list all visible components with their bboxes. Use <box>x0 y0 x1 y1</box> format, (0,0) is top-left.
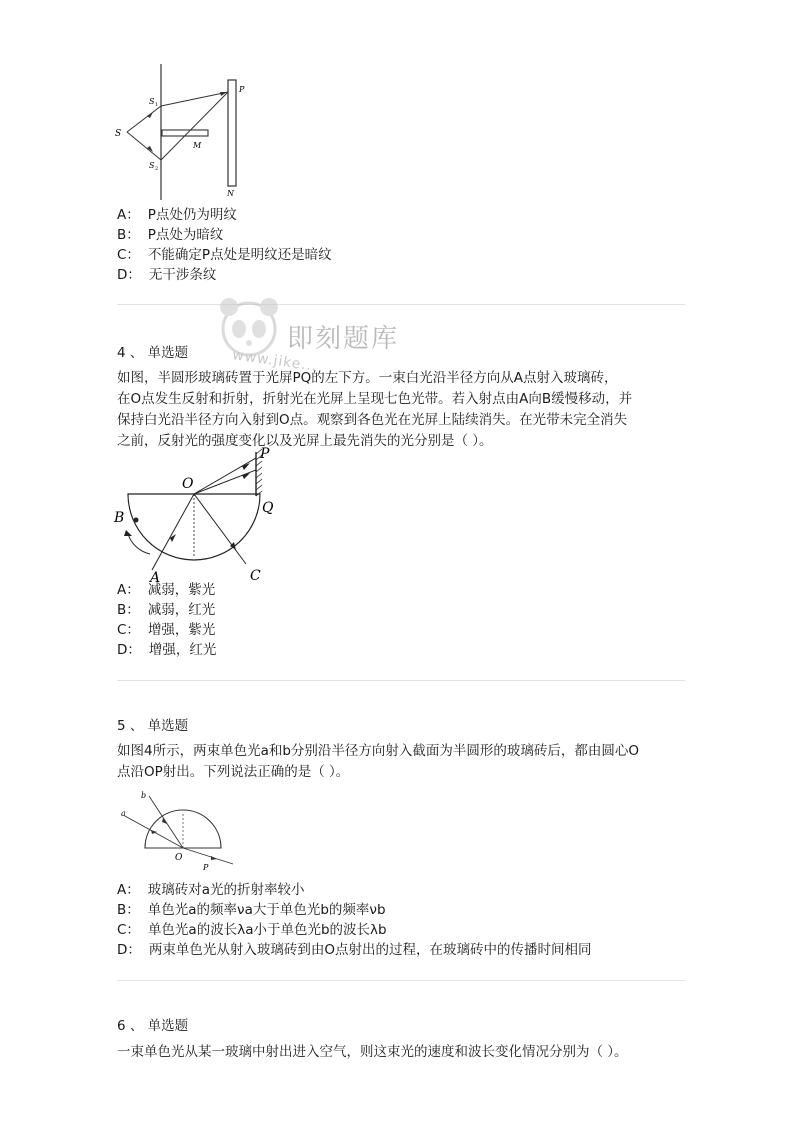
svg-text:1: 1 <box>155 102 159 108</box>
double-slit-figure <box>113 62 253 202</box>
two-beam-figure <box>113 786 238 881</box>
svg-text:N: N <box>227 189 234 198</box>
q4-option-d[interactable]: D： 增强，红光 <box>117 642 217 658</box>
svg-text:O: O <box>175 853 183 863</box>
svg-text:a: a <box>121 809 126 818</box>
semicircle-glass-figure <box>110 446 290 584</box>
q5-text-line: 点沿OP射出。下列说法正确的是（ ）。 <box>117 764 350 780</box>
q5-option-d[interactable]: D： 两束单色光从射入玻璃砖到由O点射出的过程，在玻璃砖中的传播时间相同 <box>117 942 592 958</box>
q4-text-line: 如图，半圆形玻璃砖置于光屏PQ的左下方。一束白光沿半径方向从A点射入玻璃砖， <box>117 370 618 386</box>
q5-header: 5 、 单选题 <box>117 718 189 734</box>
divider <box>117 680 685 681</box>
svg-text:P: P <box>260 446 270 462</box>
svg-text:P: P <box>239 85 245 94</box>
q6-text-line: 一束单色光从某一玻璃中射出进入空气，则这束光的速度和波长变化情况分别为（ ）。 <box>117 1044 628 1060</box>
q4-option-c[interactable]: C： 增强，紫光 <box>117 622 216 638</box>
svg-text:C: C <box>250 568 261 584</box>
q5-option-c[interactable]: C： 单色光a的波长λa小于单色光b的波长λb <box>117 922 387 938</box>
q5-text-line: 如图4所示，两束单色光a和b分别沿半径方向射入截面为半圆形的玻璃砖后，都由圆心O <box>117 743 640 759</box>
q4-text-line: 保持白光沿半径方向入射到O点。观察到各色光在光屏上陆续消失。在光带未完全消失 <box>117 412 628 428</box>
watermark-url: www.jike... <box>231 347 319 375</box>
q4-text-line: 之前，反射光的强度变化以及光屏上最先消失的光分别是（ ）。 <box>117 433 493 449</box>
svg-text:B: B <box>114 510 125 526</box>
q3-option-a[interactable]: A： P点处仍为明纹 <box>117 207 237 223</box>
q4-header: 4 、 单选题 <box>117 345 189 361</box>
q5-option-b[interactable]: B： 单色光a的频率νa大于单色光b的频率νb <box>117 902 386 918</box>
q3-option-b[interactable]: B： P点处为暗纹 <box>117 227 224 243</box>
watermark-brand: 即刻题库 <box>287 324 400 354</box>
svg-text:2: 2 <box>155 166 159 172</box>
q4-option-b[interactable]: B： 减弱，红光 <box>117 602 216 618</box>
svg-text:M: M <box>193 141 202 150</box>
svg-text:A: A <box>150 570 161 584</box>
svg-text:S: S <box>149 161 155 170</box>
svg-text:P: P <box>203 863 209 872</box>
divider <box>117 980 685 981</box>
q3-option-c[interactable]: C： 不能确定P点处是明纹还是暗纹 <box>117 247 332 263</box>
svg-text:Q: Q <box>262 500 274 516</box>
q3-option-d[interactable]: D： 无干涉条纹 <box>117 267 217 283</box>
q4-option-a[interactable]: A： 减弱，紫光 <box>117 582 216 598</box>
q5-option-a[interactable]: A： 玻璃砖对a光的折射率较小 <box>117 882 305 898</box>
svg-text:O: O <box>182 476 194 492</box>
q4-text-line: 在O点发生反射和折射，折射光在光屏上呈现七色光带。若入射点由A向B缓慢移动，并 <box>117 391 633 407</box>
q6-header: 6 、 单选题 <box>117 1018 189 1034</box>
svg-text:S: S <box>149 97 155 106</box>
svg-text:b: b <box>141 791 147 800</box>
svg-text:S: S <box>115 129 122 139</box>
